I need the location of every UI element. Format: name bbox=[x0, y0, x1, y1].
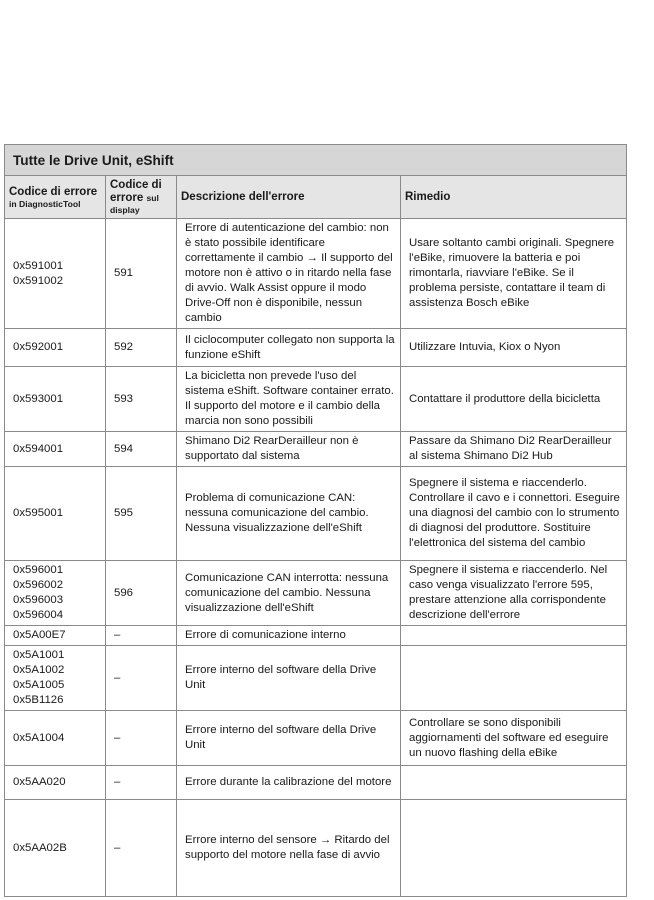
cell-display-code: 596 bbox=[106, 561, 177, 626]
cell-display-code: 591 bbox=[106, 219, 177, 329]
table-row bbox=[5, 367, 627, 432]
table-row bbox=[5, 329, 627, 367]
header-error-code-diagnostic bbox=[5, 176, 106, 219]
table-row bbox=[5, 766, 627, 800]
cell-display-code: 595 bbox=[106, 467, 177, 561]
error-code: 0x592001 bbox=[13, 341, 64, 353]
cell-display-code: 593 bbox=[106, 367, 177, 432]
error-code: 0x594001 bbox=[13, 442, 64, 455]
header-description: Descrizione dell'errore bbox=[177, 176, 401, 219]
cell-remedy: Controllare se sono disponibili aggiornamenti del software ed eseguire un nuovo flashing della eBike bbox=[401, 711, 627, 766]
header-remedy: Rimedio bbox=[401, 176, 627, 219]
error-code: 0x5A1005 bbox=[13, 679, 65, 691]
error-code-table bbox=[4, 144, 627, 897]
table-row bbox=[5, 711, 627, 766]
error-code: 0x5AA02B bbox=[13, 841, 67, 854]
cell-error-codes bbox=[5, 432, 106, 467]
table-body bbox=[5, 145, 627, 897]
cell-error-codes bbox=[5, 367, 106, 432]
header-display-code-label: Codice di errore bbox=[110, 179, 162, 204]
error-code: 0x5AA020 bbox=[13, 776, 66, 788]
header-display-code-sub2: display bbox=[110, 205, 140, 215]
cell-display-code: – bbox=[106, 711, 177, 766]
error-code: 0x596004 bbox=[13, 609, 64, 621]
cell-error-description: Shimano Di2 RearDerailleur non è supportato dal sistema bbox=[177, 432, 401, 467]
cell-remedy: Spegnere il sistema e riaccenderlo. Controllare il cavo e i connettori. Eseguire una diagnosi del cambio con lo strumento di diagnosi del produttore. Sostituire l'elettronica del sistema del cambio bbox=[401, 467, 627, 561]
error-code: 0x5A00E7 bbox=[13, 629, 66, 641]
header-error-code-sublabel: in DiagnosticTool bbox=[9, 198, 81, 209]
error-code-table-container bbox=[4, 144, 626, 897]
cell-error-codes bbox=[5, 329, 106, 367]
table-row bbox=[5, 467, 627, 561]
table-row bbox=[5, 626, 627, 646]
error-code: 0x591001 bbox=[13, 259, 64, 272]
table-title: Tutte le Drive Unit, eShift bbox=[5, 145, 627, 176]
error-code: 0x596003 bbox=[13, 594, 64, 606]
cell-display-code: – bbox=[106, 646, 177, 711]
cell-error-codes bbox=[5, 467, 106, 561]
table-title-row bbox=[5, 145, 627, 176]
cell-display-code: – bbox=[106, 766, 177, 800]
error-code: 0x595001 bbox=[13, 507, 64, 519]
error-code: 0x5A1002 bbox=[13, 664, 65, 676]
error-code: 0x5B1126 bbox=[13, 694, 64, 706]
cell-display-code: – bbox=[106, 800, 177, 897]
table-row bbox=[5, 432, 627, 467]
error-code: 0x591002 bbox=[13, 274, 64, 287]
cell-remedy: Usare soltanto cambi originali. Spegnere l'eBike, rimuovere la batteria e poi rimontarla, riavviare l'eBike. Se il problema persiste, contattare il team di assistenza Bosch eBike bbox=[401, 219, 627, 329]
error-code: 0x5A1001 bbox=[13, 649, 65, 661]
cell-error-description: Problema di comunicazione CAN: nessuna comunicazione del cambio. Nessuna visualizzazione dell'eShift bbox=[177, 467, 401, 561]
cell-error-description: Errore durante la calibrazione del motore bbox=[177, 766, 401, 800]
cell-error-description: Comunicazione CAN interrotta: nessuna comunicazione del cambio. Nessuna visualizzazione dell'eShift bbox=[177, 561, 401, 626]
cell-error-codes bbox=[5, 561, 106, 626]
table-row bbox=[5, 646, 627, 711]
cell-error-description: La bicicletta non prevede l'uso del sistema eShift. Software container errato. Il supporto del motore e il cambio della marcia non sono possibili bbox=[177, 367, 401, 432]
cell-error-description: Errore interno del software della Drive Unit bbox=[177, 711, 401, 766]
cell-error-codes bbox=[5, 766, 106, 800]
cell-display-code: 592 bbox=[106, 329, 177, 367]
cell-display-code: – bbox=[106, 626, 177, 646]
cell-remedy bbox=[401, 800, 627, 897]
cell-remedy bbox=[401, 766, 627, 800]
header-error-code-label: Codice di errore bbox=[9, 185, 98, 198]
cell-error-description: Errore interno del sensore → Ritardo del supporto del motore nella fase di avvio bbox=[177, 800, 401, 897]
cell-error-description: Errore di comunicazione interno bbox=[177, 626, 401, 646]
error-code: 0x593001 bbox=[13, 392, 64, 405]
header-display-code-sub1: sul bbox=[146, 193, 159, 203]
table-row bbox=[5, 800, 627, 897]
cell-error-codes bbox=[5, 219, 106, 329]
cell-remedy: Spegnere il sistema e riaccenderlo. Nel caso venga visualizzato l'errore 595, prestare attenzione alla corrispondente descrizione dell'errore bbox=[401, 561, 627, 626]
cell-error-description: Errore di autenticazione del cambio: non è stato possibile identificare correttamente il cambio → Il supporto del motore non è attivo o in ritardo nella fase di avvio. Walk Assist oppure il modo Drive-Off non è disponibile, nessun cambio bbox=[177, 219, 401, 329]
cell-remedy: Contattare il produttore della bicicletta bbox=[401, 367, 627, 432]
table-header-row bbox=[5, 176, 627, 219]
cell-error-codes bbox=[5, 711, 106, 766]
error-code: 0x5A1004 bbox=[13, 731, 65, 744]
cell-remedy: Passare da Shimano Di2 RearDerailleur al sistema Shimano Di2 Hub bbox=[401, 432, 627, 467]
cell-remedy bbox=[401, 626, 627, 646]
cell-error-codes bbox=[5, 626, 106, 646]
table-row bbox=[5, 219, 627, 329]
cell-remedy bbox=[401, 646, 627, 711]
cell-error-description: Il ciclocomputer collegato non supporta la funzione eShift bbox=[177, 329, 401, 367]
error-code: 0x596002 bbox=[13, 579, 64, 591]
cell-error-codes bbox=[5, 800, 106, 897]
header-error-code-display bbox=[106, 176, 177, 219]
cell-error-codes bbox=[5, 646, 106, 711]
cell-error-description: Errore interno del software della Drive Unit bbox=[177, 646, 401, 711]
table-row bbox=[5, 561, 627, 626]
error-code: 0x596001 bbox=[13, 564, 64, 576]
cell-display-code: 594 bbox=[106, 432, 177, 467]
cell-remedy: Utilizzare Intuvia, Kiox o Nyon bbox=[401, 329, 627, 367]
